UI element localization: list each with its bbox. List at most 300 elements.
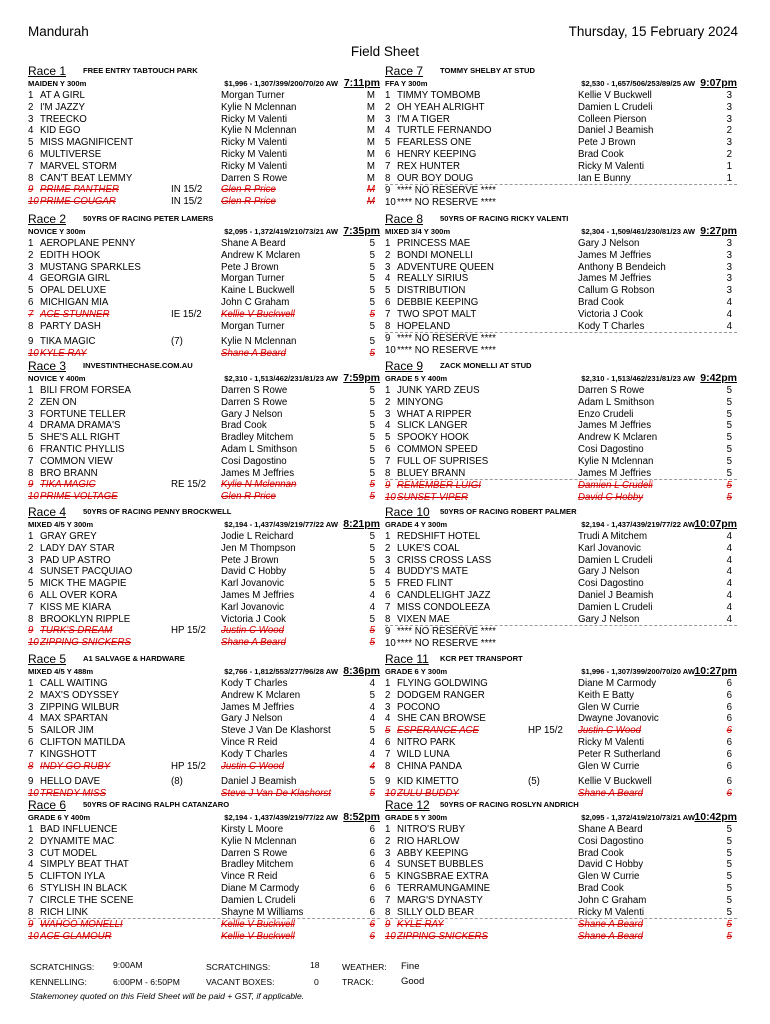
trainer-name: Kylie N Mclennan [221,101,297,113]
grade: 3 [726,101,732,113]
trainer-name: Damien L Crudeli [578,554,653,566]
box-number: 1 [28,824,34,835]
runner-row [28,420,380,432]
greyhound-name: KID EGO [40,125,81,137]
greyhound-name: LADY DAY STAR [40,542,115,554]
trainer-name: Brad Cook [578,847,624,859]
box-number: 1 [28,385,34,396]
trainer-name: David C Hobby [578,492,644,504]
grade: 4 [726,296,732,308]
grade: 5 [369,578,375,590]
greyhound-name: I'M A TIGER [397,113,450,125]
grade: 4 [726,613,732,625]
grade: 5 [369,396,375,408]
runner-row [385,173,737,185]
race-block [385,361,737,504]
box-number: 5 [28,432,34,444]
grade: 6 [726,701,732,713]
trainer-name: Adam L Smithson [221,443,298,455]
grade: 5 [369,285,375,297]
box-number: 5 [385,285,391,297]
trainer-name: Glen W Currie [578,760,640,772]
trainer-name: Shane A Beard [578,824,643,835]
trainer-name: David C Hobby [221,566,287,578]
greyhound-name: TWO SPOT MALT [397,308,477,320]
greyhound-name: HOPELAND [397,320,451,332]
runner-row [28,871,380,883]
trainer-name: Brad Cook [578,148,624,160]
trainer-name: Kylie N Mclennan [221,479,297,491]
grade: 5 [369,273,375,285]
trainer-name: Glen R Price [221,491,276,503]
race-time: 10:27pm [694,665,737,677]
trainer-name: Vince R Reid [221,736,278,748]
box-number: 3 [28,701,34,713]
grade: 5 [726,894,732,906]
greyhound-name: FORTUNE TELLER [40,408,126,420]
race-class-distance: GRADE 4 Y 300m [385,520,448,529]
grade: 5 [369,776,375,788]
grade: 2 [726,148,732,160]
trainer-name: Kylie N Mclennan [221,125,297,137]
runner-row [28,409,380,421]
trainer-name: Cosi Dagostino [221,455,287,467]
trainer-name: Damien L Crudeli [578,601,653,613]
greyhound-name: KISS ME KIARA [40,601,112,613]
race-block [28,654,380,800]
box-number: 6 [385,589,391,601]
box-number: 9 [385,185,391,197]
trainer-name: Brad Cook [578,296,624,308]
box-number: 3 [28,408,34,420]
greyhound-name: TERRAMUNGAMINE [397,882,491,894]
grade: 6 [369,871,375,883]
trainer-name: John C Graham [578,894,647,906]
race-heading [28,214,380,226]
box-number: 6 [28,736,34,748]
runner-row [28,238,380,250]
race-heading [28,654,380,666]
greyhound-name: WHAT A RIPPER [397,408,472,420]
race-prizemoney: $2,530 - 1,657/506/253/89/25 AW [581,79,695,88]
box-number: 2 [385,396,391,408]
box-number: 5 [28,137,34,149]
scratched-runner-row [28,348,380,360]
runner-row [385,749,737,761]
runner-row [385,161,737,173]
greyhound-name: FULL OF SUPRISES [397,455,489,467]
greyhound-name: PRIME VOLTAGE [40,491,118,503]
runner-row [385,602,737,614]
greyhound-name: KYLE RAY [40,348,87,360]
grade: 4 [369,736,375,748]
box-number: 7 [28,160,34,172]
box-number: 10 [28,637,39,649]
greyhound-name: NITRO PARK [397,736,456,748]
trainer-name: James M Jeffries [221,467,295,479]
greyhound-name: BAD INFLUENCE [40,824,118,835]
runner-row [28,690,380,702]
greyhound-name: TREECKO [40,113,87,125]
race-name: 50YRS OF RACING RICKY VALENTI [440,214,569,223]
runner-row [385,871,737,883]
runner-row [385,859,737,871]
box-number: 2 [385,101,391,113]
grade: 5 [369,432,375,444]
trainer-name: Peter R Sutherland [578,748,661,760]
grade: M [366,184,375,196]
race-block [28,361,380,503]
box-number: 4 [385,566,391,578]
grade: 3 [726,249,732,261]
race-heading [28,66,380,78]
race-block [28,66,380,208]
trainer-name: Diane M Carmody [578,678,657,689]
box-number: 1 [28,531,34,542]
grade: 5 [726,432,732,444]
trainer-name: Kellie V Buckwell [221,308,295,320]
runner-row [385,907,737,919]
grade: 6 [726,760,732,772]
greyhound-name: HENRY KEEPING [397,148,477,160]
greyhound-name: TIMMY TOMBOMB [397,90,481,101]
race-details [385,373,737,385]
race-heading [385,654,737,666]
grade: 5 [369,554,375,566]
runner-row [385,114,737,126]
greyhound-name: SILLY OLD BEAR [397,906,475,918]
grade: 5 [369,320,375,332]
box-number: 1 [385,238,391,249]
box-number: 6 [28,882,34,894]
grade: 6 [369,847,375,859]
grade: 4 [726,601,732,613]
greyhound-name: COMMON SPEED [397,443,478,455]
trainer-name: Kody T Charles [578,320,645,332]
race-prizemoney: $1,996 - 1,307/399/200/70/20 AW [224,79,338,88]
grade: 6 [726,748,732,760]
trainer-name: Ricky M Valenti [221,137,288,149]
greyhound-name: DODGEM RANGER [397,689,485,701]
box-number: 3 [385,261,391,273]
grade: M [366,172,375,184]
runner-row [28,737,380,749]
race-heading [385,214,737,226]
box-number: 3 [28,554,34,566]
box-number: 10 [28,491,39,503]
greyhound-name: CLIFTON MATILDA [40,736,126,748]
scratched-runner-row [385,492,737,504]
race-name: 50YRS OF RACING PENNY BROCKWELL [83,507,232,516]
runner-row [385,625,737,638]
grade: 5 [726,882,732,894]
greyhound-name: JUNK YARD ZEUS [397,385,480,396]
trainer-name: Shane A Beard [221,238,286,249]
race-time: 9:07pm [700,77,737,89]
trainer-name: Steve J Van De Klashorst [221,725,331,737]
greyhound-name: TRENDY MISS [40,788,107,800]
greyhound-name: OUR BOY DOUG [397,172,474,184]
box-number: 1 [385,678,391,689]
kennelling-time: 6:00PM - 6:50PM [113,977,180,987]
runner-note: HP 15/2 [528,725,563,737]
race-class-distance: MIXED 3/4 Y 300m [385,227,451,236]
trainer-name: Kylie N Mclennan [578,455,654,467]
runner-row [385,678,737,690]
race-prizemoney: $2,194 - 1,437/439/219/77/22 AW [581,520,695,529]
box-number: 3 [28,847,34,859]
greyhound-name: REMEMBER LUIGI [397,480,481,492]
venue: Mandurah [28,24,89,39]
runner-row [28,725,380,737]
box-number: 7 [28,455,34,467]
greyhound-name: SAILOR JIM [40,725,94,737]
box-number: 6 [385,882,391,894]
trainer-name: Kylie N Mclennan [221,336,297,348]
race-heading [385,507,737,519]
box-number: 5 [385,137,391,149]
box-number: 2 [28,396,34,408]
greyhound-name: SIMPLY BEAT THAT [40,859,129,871]
box-number: 10 [385,638,396,650]
race-class-distance: MAIDEN Y 300m [28,79,87,88]
runner-row [28,678,380,690]
box-number: 9 [28,776,34,788]
trainer-name: Kellie V Buckwell [221,919,295,931]
runner-row [385,690,737,702]
race-number: Race 7 [385,64,424,78]
race-block [385,800,737,943]
runner-row [385,614,737,626]
grade: 5 [369,625,375,637]
greyhound-name: ZEN ON [40,396,77,408]
trainer-name: Ricky M Valenti [578,736,645,748]
box-number: 4 [28,125,34,137]
runner-row [28,321,380,333]
box-number: 5 [385,725,391,737]
runner-row [385,776,737,788]
trainer-name: Bradley Mitchem [221,432,294,444]
trainer-name: Callum G Robson [578,285,655,297]
race-details [28,226,380,238]
box-number: 8 [385,906,391,918]
greyhound-name: **** NO RESERVE **** [397,197,496,209]
race-time: 8:36pm [343,665,380,677]
scratched-runner-row [385,479,737,492]
box-number: 4 [28,420,34,432]
box-number: 9 [28,479,34,491]
box-number: 10 [28,788,39,800]
greyhound-name: SUNSET BUBBLES [397,859,484,871]
runner-row [28,262,380,274]
trainer-name: Shane A Beard [221,637,286,649]
greyhound-name: SUNSET PACQUIAO [40,566,133,578]
trainer-name: James M Jeffries [578,467,652,479]
trainer-name: Enzo Crudeli [578,408,634,420]
box-number: 8 [28,906,34,918]
box-number: 2 [385,542,391,554]
trainer-name: Karl Jovanovic [578,542,641,554]
trainer-name: Shayne M Williams [221,906,304,918]
scratched-runner-row [28,196,380,208]
race-name: TOMMY SHELBY AT STUD [440,66,535,75]
greyhound-name: DEBBIE KEEPING [397,296,479,308]
greyhound-name: MAX'S ODYSSEY [40,689,119,701]
runner-note: IN 15/2 [171,184,203,196]
box-number: 3 [385,408,391,420]
trainer-name: Damien L Crudeli [221,894,296,906]
runner-row [28,90,380,102]
grade: 4 [726,531,732,542]
runner-row [385,555,737,567]
box-number: 10 [385,931,396,943]
runner-row [385,468,737,480]
race-block [28,800,380,943]
grade: 5 [369,467,375,479]
race-time: 10:42pm [694,811,737,823]
box-number: 4 [385,420,391,432]
greyhound-name: CAN'T BEAT LEMMY [40,172,133,184]
runner-note: IE 15/2 [171,308,202,320]
grade: M [366,148,375,160]
runner-row [385,590,737,602]
greyhound-name: BROOKLYN RIPPLE [40,613,131,625]
runner-row [28,543,380,555]
trainer-name: Gary J Nelson [578,613,640,625]
weather-value: Fine [401,961,420,972]
greyhound-name: CLIFTON IYLA [40,871,105,883]
greyhound-name: TIKA MAGIC [40,336,96,348]
runner-row [28,336,380,348]
greyhound-name: NITRO'S RUBY [397,824,466,835]
grade: 1 [726,172,732,184]
box-number: 10 [385,197,396,209]
runner-row [28,776,380,788]
runner-row [28,578,380,590]
box-number: 1 [385,385,391,396]
grade: 6 [726,689,732,701]
grade: M [366,196,375,208]
grade: 6 [369,882,375,894]
track-value: Good [401,976,425,987]
trainer-name: Darren S Rowe [221,172,288,184]
box-number: 6 [385,296,391,308]
trainer-name: Ricky M Valenti [221,160,288,172]
weather-label: WEATHER: [342,962,387,972]
trainer-name: Victoria J Cook [578,308,643,320]
greyhound-name: CIRCLE THE SCENE [40,894,134,906]
meeting-date: Thursday, 15 February 2024 [568,24,738,39]
trainer-name: Damien L Crudeli [578,480,653,492]
greyhound-name: **** NO RESERVE **** [397,333,496,345]
runner-row [28,149,380,161]
trainer-name: Glen R Price [221,184,276,196]
runner-row [28,397,380,409]
trainer-name: Adam L Smithson [578,396,655,408]
box-number: 1 [385,531,391,542]
grade: 4 [369,678,375,689]
grade: 5 [726,847,732,859]
box-number: 2 [28,101,34,113]
runner-row [385,848,737,860]
race-block [28,507,380,649]
box-number: 8 [28,760,34,772]
greyhound-name: BILI FROM FORSEA [40,385,131,396]
box-number: 7 [28,601,34,613]
scratched-runner-row [28,625,380,637]
runner-row [28,702,380,714]
trainer-name: Ricky M Valenti [578,906,645,918]
box-number: 5 [385,871,391,883]
grade: 4 [369,713,375,725]
greyhound-name: TURTLE FERNANDO [397,125,492,137]
grade: 5 [369,531,375,542]
greyhound-name: GRAY GREY [40,531,97,542]
greyhound-name: MARVEL STORM [40,160,117,172]
grade: M [366,90,375,101]
greyhound-name: PARTY DASH [40,320,101,332]
grade: 5 [369,238,375,249]
runner-row [28,749,380,761]
grade: M [366,125,375,137]
runner-row [385,321,737,333]
trainer-name: Kellie V Buckwell [578,776,652,788]
greyhound-name: **** NO RESERVE **** [397,185,496,197]
page-title: Field Sheet [350,44,420,59]
box-number: 4 [28,566,34,578]
grade: 5 [369,491,375,503]
grade: 3 [726,238,732,249]
greyhound-name: ESPERANCE ACE [397,725,480,737]
greyhound-name: VIXEN MAE [397,613,450,625]
scratched-runner-row [28,479,380,491]
box-number: 3 [385,701,391,713]
scratched-runner-row [28,788,380,800]
greyhound-name: PAD UP ASTRO [40,554,111,566]
box-number: 7 [28,894,34,906]
greyhound-name: MARG'S DYNASTY [397,894,483,906]
box-number: 10 [385,345,396,357]
race-time: 9:42pm [700,372,737,384]
box-number: 2 [28,835,34,847]
greyhound-name: KID KIMETTO [397,776,459,788]
scratched-runner-row [385,931,737,943]
trainer-name: Ricky M Valenti [578,160,645,172]
grade: 5 [726,492,732,504]
trainer-name: Ian E Bunny [578,172,631,184]
runner-row [385,432,737,444]
race-prizemoney: $2,304 - 1,509/461/230/81/23 AW [581,227,695,236]
scratchings-count-label: SCRATCHINGS: [206,962,271,972]
trainer-name: Justin C Wood [221,625,284,637]
greyhound-name: OPAL DELUXE [40,285,107,297]
greyhound-name: SPOOKY HOOK [397,432,469,444]
greyhound-name: PRINCESS MAE [397,238,471,249]
box-number: 1 [28,90,34,101]
runner-row [385,332,737,345]
grade: 3 [726,90,732,101]
race-name: A1 SALVAGE & HARDWARE [83,654,185,663]
race-prizemoney: $2,310 - 1,513/462/231/81/23 AW [224,374,338,383]
greyhound-name: LUKE'S COAL [397,542,460,554]
greyhound-name: **** NO RESERVE **** [397,626,496,638]
runner-row [385,273,737,285]
runner-row [28,836,380,848]
runner-row [385,297,737,309]
box-number: 9 [385,333,391,345]
trainer-name: Cosi Dagostino [578,578,644,590]
runner-row [385,531,737,543]
